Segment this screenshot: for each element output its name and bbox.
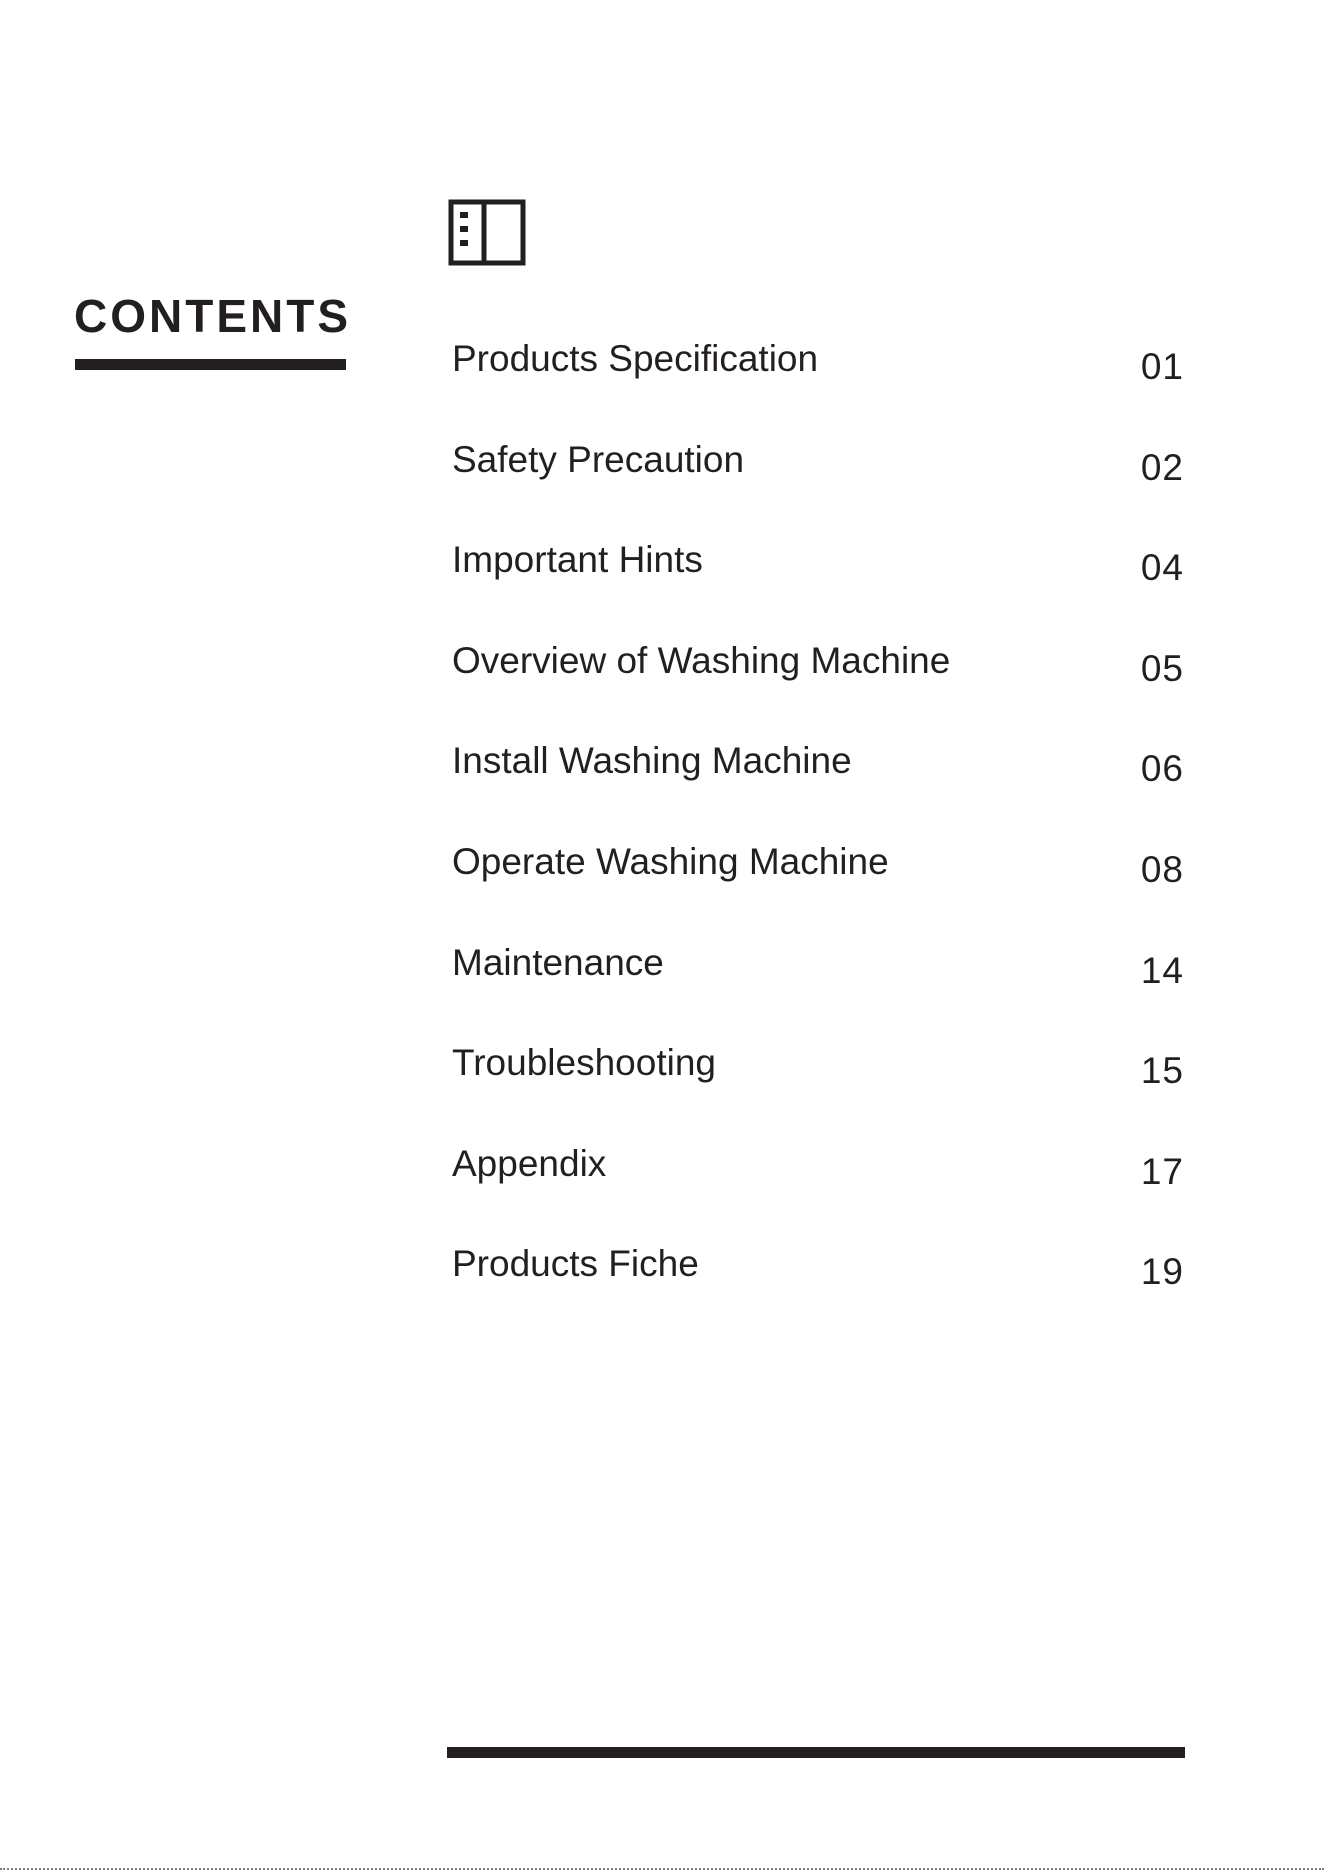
toc-entry[interactable] bbox=[452, 941, 1184, 1045]
footer-divider bbox=[447, 1747, 1185, 1758]
toc-entry[interactable] bbox=[452, 1142, 1184, 1246]
toc-entry-page: 06 bbox=[1140, 748, 1184, 790]
toc-entry-page: 02 bbox=[1140, 446, 1184, 488]
toc-entry-title: Safety Precaution bbox=[452, 438, 745, 480]
page-edge bbox=[0, 1868, 1324, 1870]
toc-entry[interactable] bbox=[452, 1245, 1184, 1346]
toc-entry[interactable] bbox=[452, 1044, 1184, 1145]
toc-entry-page: 08 bbox=[1140, 848, 1184, 890]
toc-entry[interactable] bbox=[452, 340, 1184, 441]
toc-entry[interactable] bbox=[452, 742, 1184, 843]
page-title: CONTENTS bbox=[74, 290, 351, 342]
toc-entry[interactable] bbox=[452, 438, 1184, 542]
toc-entry-title: Troubleshooting bbox=[452, 1042, 716, 1084]
toc-entry-page: 19 bbox=[1140, 1251, 1184, 1293]
toc-entry[interactable] bbox=[452, 639, 1184, 743]
title-underline bbox=[75, 359, 346, 370]
manual-book-icon bbox=[448, 199, 526, 266]
table-of-contents bbox=[452, 340, 1184, 1346]
toc-entry-title: Overview of Washing Machine bbox=[452, 639, 951, 681]
toc-entry-title: Maintenance bbox=[452, 941, 664, 983]
toc-entry-page: 17 bbox=[1140, 1150, 1184, 1192]
toc-entry[interactable] bbox=[452, 541, 1184, 642]
toc-entry[interactable] bbox=[452, 840, 1184, 944]
toc-entry-title: Operate Washing Machine bbox=[452, 840, 889, 882]
toc-entry-page: 15 bbox=[1140, 1050, 1184, 1092]
toc-entry-title: Important Hints bbox=[452, 539, 703, 581]
toc-entry-title: Appendix bbox=[452, 1142, 607, 1184]
toc-entry-title: Products Fiche bbox=[452, 1243, 699, 1285]
toc-entry-page: 14 bbox=[1140, 949, 1184, 991]
toc-entry-title: Install Washing Machine bbox=[452, 740, 852, 782]
toc-entry-title: Products Specification bbox=[452, 338, 819, 379]
toc-entry-page: 01 bbox=[1140, 346, 1184, 387]
toc-entry-page: 05 bbox=[1140, 647, 1184, 689]
toc-entry-page: 04 bbox=[1140, 547, 1184, 589]
